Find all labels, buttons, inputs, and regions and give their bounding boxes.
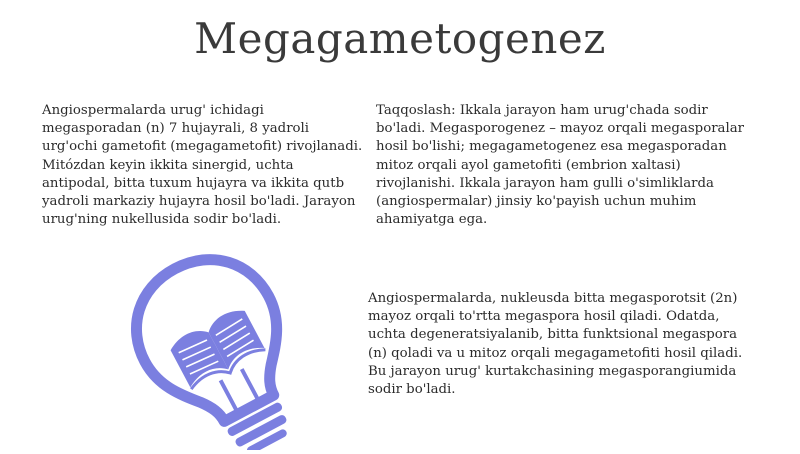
slide-title: Megagametogenez	[194, 14, 606, 63]
paragraph-right-top: Taqqoslash: Ikkala jarayon ham urug'chada sodir bo'ladi. Megasporogenez – mayoz orqali megasporalar hosil bo'lishi; megagametogenez esa megasporadan mitoz orqali ayol gametofiti (embrion xaltasi) rivojlanishi. Ikkala jarayon ham gulli o'simliklarda (angiospermalar) jinsiy ko'payish uchun muhim ahamiyatga ega.	[376, 103, 745, 228]
paragraph-right-bottom: Angiospermalarda, nukleusda bitta megasporotsit (2n) mayoz orqali to'rtta megaspora hosil qiladi. Odatda, uchta degeneratsiyalanib, bitta funktsional megaspora (n) qoladi va u mitoz orqali megagametofiti hosil qiladi. Bu jarayon urug' kurtakchasining megasporangiumida sodir bo'ladi.	[368, 291, 743, 398]
paragraph-left-top: Angiospermalarda urug' ichidagi megasporadan (n) 7 hujayrali, 8 yadroli urg'ochi gametofit (megagametofit) rivojlanadi. Mitózdan keyin ikkita sinergid, uchta antipodal, bitta tuxum hujayra va ikkita qutb yadroli markaziy hujayra hosil bo'ladi. Jarayon urug'ning nukellusida sodir bo'ladi.	[42, 103, 363, 228]
lightbulb-with-book-icon	[118, 250, 318, 450]
